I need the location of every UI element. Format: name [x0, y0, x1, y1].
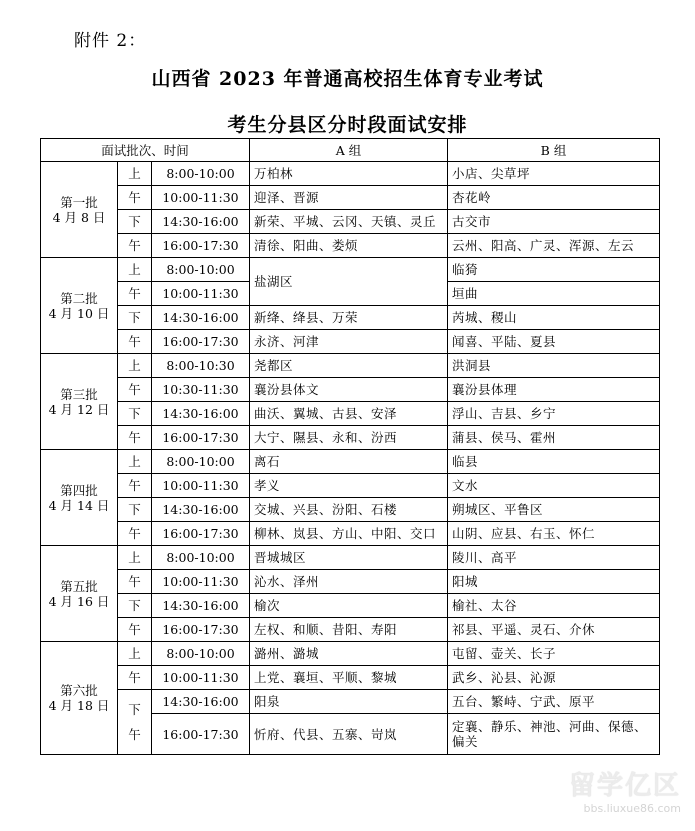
half-day-label: 午: [118, 426, 152, 450]
group-b-cell: 祁县、平遥、灵石、介休: [448, 618, 660, 642]
table-row: [41, 378, 660, 402]
batch-cell: [41, 546, 118, 642]
batch-name: 第二批: [60, 290, 98, 306]
group-b-cell: 文水: [448, 474, 660, 498]
group-a-cell: 永济、河津: [250, 330, 448, 354]
half-day-label: 午: [118, 282, 152, 306]
table-row: [41, 642, 660, 666]
group-b-cell: 武乡、沁县、沁源: [448, 666, 660, 690]
table-header-row: [41, 139, 660, 162]
watermark: [569, 765, 681, 815]
table-row: [41, 402, 660, 426]
time-slot: 8:00-10:00: [152, 258, 250, 282]
batch-date: 4 月 18 日: [48, 698, 110, 713]
group-b-cell: 陵川、高平: [448, 546, 660, 570]
batch-cell: [41, 162, 118, 258]
table-row: [41, 570, 660, 594]
group-a-cell: 大宁、隰县、永和、汾西: [250, 426, 448, 450]
half-day-label: 下: [118, 306, 152, 330]
half-day-label: 午: [118, 666, 152, 690]
batch-cell: [41, 642, 118, 755]
group-a-cell: 离石: [250, 450, 448, 474]
table-row: [41, 426, 660, 450]
time-slot: 14:30-16:00: [152, 210, 250, 234]
half-day-label: [118, 690, 152, 755]
table-row: [41, 186, 660, 210]
group-a-cell: 柳林、岚县、方山、中阳、交口: [250, 522, 448, 546]
table-row: [41, 618, 660, 642]
group-b-cell: 古交市: [448, 210, 660, 234]
time-slot: 10:00-11:30: [152, 474, 250, 498]
time-slot: 8:00-10:00: [152, 546, 250, 570]
time-slot: 16:00-17:30: [152, 714, 250, 755]
table-row: [41, 162, 660, 186]
batch-date: 4 月 10 日: [48, 305, 110, 321]
group-b-cell: 浮山、吉县、乡宁: [448, 402, 660, 426]
group-a-cell: 交城、兴县、汾阳、石楼: [250, 498, 448, 522]
group-b-cell: 临猗: [448, 258, 660, 282]
group-b-cell: 山阴、应县、右玉、怀仁: [448, 522, 660, 546]
table-row: [41, 354, 660, 378]
group-a-cell: 万柏林: [250, 162, 448, 186]
batch-name: 第五批: [60, 578, 98, 594]
group-b-cell: 云州、阳高、广灵、浑源、左云: [448, 234, 660, 258]
watermark-url: bbs.liuxue86.com: [583, 802, 681, 815]
watermark-logo-text: 留学亿区: [568, 771, 681, 801]
group-b-cell: 临县: [448, 450, 660, 474]
group-a-cell: 孝义: [250, 474, 448, 498]
group-a-cell: 盐湖区: [250, 258, 448, 306]
batch-date: 4 月 16 日: [48, 593, 110, 609]
group-b-cell: 襄汾县体理: [448, 378, 660, 402]
group-b-cell: 洪洞县: [448, 354, 660, 378]
half-day-label-bottom: 午: [128, 727, 141, 742]
time-slot: 14:30-16:00: [152, 402, 250, 426]
group-a-cell: 清徐、阳曲、娄烦: [250, 234, 448, 258]
group-a-cell: 新绛、绛县、万荣: [250, 306, 448, 330]
half-day-label: 上: [118, 450, 152, 474]
half-day-label: 下: [118, 402, 152, 426]
half-day-label: 午: [118, 234, 152, 258]
time-slot: 10:00-11:30: [152, 570, 250, 594]
half-day-label: 午: [118, 474, 152, 498]
time-slot: 16:00-17:30: [152, 234, 250, 258]
half-day-label: 下: [118, 498, 152, 522]
half-day-label: 下: [118, 210, 152, 234]
header-group-b: B 组: [448, 139, 660, 162]
time-slot: 8:00-10:30: [152, 354, 250, 378]
batch-date: 4 月 8 日: [52, 209, 106, 225]
group-b-cell: 蒲县、侯马、霍州: [448, 426, 660, 450]
document-title: 山西省 2023 年普通高校招生体育专业考试: [151, 68, 544, 90]
time-slot: 8:00-10:00: [152, 162, 250, 186]
time-slot: 10:30-11:30: [152, 378, 250, 402]
batch-name: 第三批: [60, 386, 98, 402]
group-a-cell: 左权、和顺、昔阳、寿阳: [250, 618, 448, 642]
group-b-cell: 闻喜、平陆、夏县: [448, 330, 660, 354]
half-day-label: 上: [118, 258, 152, 282]
group-a-cell: 沁水、泽州: [250, 570, 448, 594]
time-slot: 8:00-10:00: [152, 642, 250, 666]
table-row: [41, 258, 660, 282]
group-a-cell: 新荣、平城、云冈、天镇、灵丘: [250, 210, 448, 234]
time-slot: 14:30-16:00: [152, 498, 250, 522]
group-b-cell: 屯留、壶关、长子: [448, 642, 660, 666]
time-slot: 14:30-16:00: [152, 306, 250, 330]
half-day-label: 上: [118, 354, 152, 378]
attachment-label: 附件 2：: [74, 31, 147, 51]
batch-name: 第六批: [60, 683, 98, 698]
time-slot: 10:00-11:30: [152, 282, 250, 306]
table-row: [41, 666, 660, 690]
half-day-label: 午: [118, 570, 152, 594]
group-b-cell: 朔城区、平鲁区: [448, 498, 660, 522]
batch-date: 4 月 12 日: [48, 401, 110, 417]
table-row: [41, 210, 660, 234]
table-row: [41, 306, 660, 330]
document-subtitle: 考生分县区分时段面试安排: [227, 114, 468, 136]
group-b-cell: 榆社、太谷: [448, 594, 660, 618]
half-day-label: 午: [118, 378, 152, 402]
time-slot: 10:00-11:30: [152, 186, 250, 210]
group-b-cell: 小店、尖草坪: [448, 162, 660, 186]
half-day-label: 午: [118, 186, 152, 210]
table-row: [41, 690, 660, 714]
half-day-label-top: 下: [128, 702, 141, 717]
time-slot: 16:00-17:30: [152, 618, 250, 642]
schedule-table: [40, 138, 660, 755]
group-b-cell: 芮城、稷山: [448, 306, 660, 330]
group-b-cell: 五台、繁峙、宁武、原平: [448, 690, 660, 714]
group-b-cell: 杏花岭: [448, 186, 660, 210]
header-batch-time: 面试批次、时间: [41, 139, 250, 162]
half-day-label: 午: [118, 618, 152, 642]
batch-name: 第一批: [60, 194, 98, 210]
half-day-label: 上: [118, 162, 152, 186]
group-b-cell: 阳城: [448, 570, 660, 594]
table-row: [41, 522, 660, 546]
batch-cell: [41, 258, 118, 354]
half-day-label: 下: [118, 594, 152, 618]
half-day-label: 午: [118, 522, 152, 546]
time-slot: 8:00-10:00: [152, 450, 250, 474]
group-a-cell: 迎泽、晋源: [250, 186, 448, 210]
group-a-cell: 上党、襄垣、平顺、黎城: [250, 666, 448, 690]
group-a-cell: 尧都区: [250, 354, 448, 378]
group-a-cell: 曲沃、翼城、古县、安泽: [250, 402, 448, 426]
group-a-cell: 阳泉: [250, 690, 448, 714]
table-row: [41, 450, 660, 474]
half-day-label: 上: [118, 642, 152, 666]
time-slot: 16:00-17:30: [152, 426, 250, 450]
batch-cell: [41, 354, 118, 450]
header-group-a: A 组: [250, 139, 448, 162]
table-row: [41, 234, 660, 258]
group-a-cell: 忻府、代县、五寨、岢岚: [250, 714, 448, 755]
half-day-label: 上: [118, 546, 152, 570]
time-slot: 14:30-16:00: [152, 594, 250, 618]
group-b-cell: 定襄、静乐、神池、河曲、保德、偏关: [448, 714, 660, 755]
table-row: [41, 498, 660, 522]
group-a-cell: 襄汾县体文: [250, 378, 448, 402]
table-row: [41, 594, 660, 618]
half-day-label: 午: [118, 330, 152, 354]
batch-name: 第四批: [60, 482, 98, 498]
table-row: [41, 474, 660, 498]
table-row: [41, 330, 660, 354]
time-slot: 16:00-17:30: [152, 522, 250, 546]
batch-cell: [41, 450, 118, 546]
time-slot: 14:30-16:00: [152, 690, 250, 714]
table-row: [41, 546, 660, 570]
time-slot: 10:00-11:30: [152, 666, 250, 690]
group-a-cell: 榆次: [250, 594, 448, 618]
group-b-cell: 垣曲: [448, 282, 660, 306]
time-slot: 16:00-17:30: [152, 330, 250, 354]
batch-date: 4 月 14 日: [48, 497, 110, 513]
group-a-cell: 晋城城区: [250, 546, 448, 570]
group-a-cell: 潞州、潞城: [250, 642, 448, 666]
